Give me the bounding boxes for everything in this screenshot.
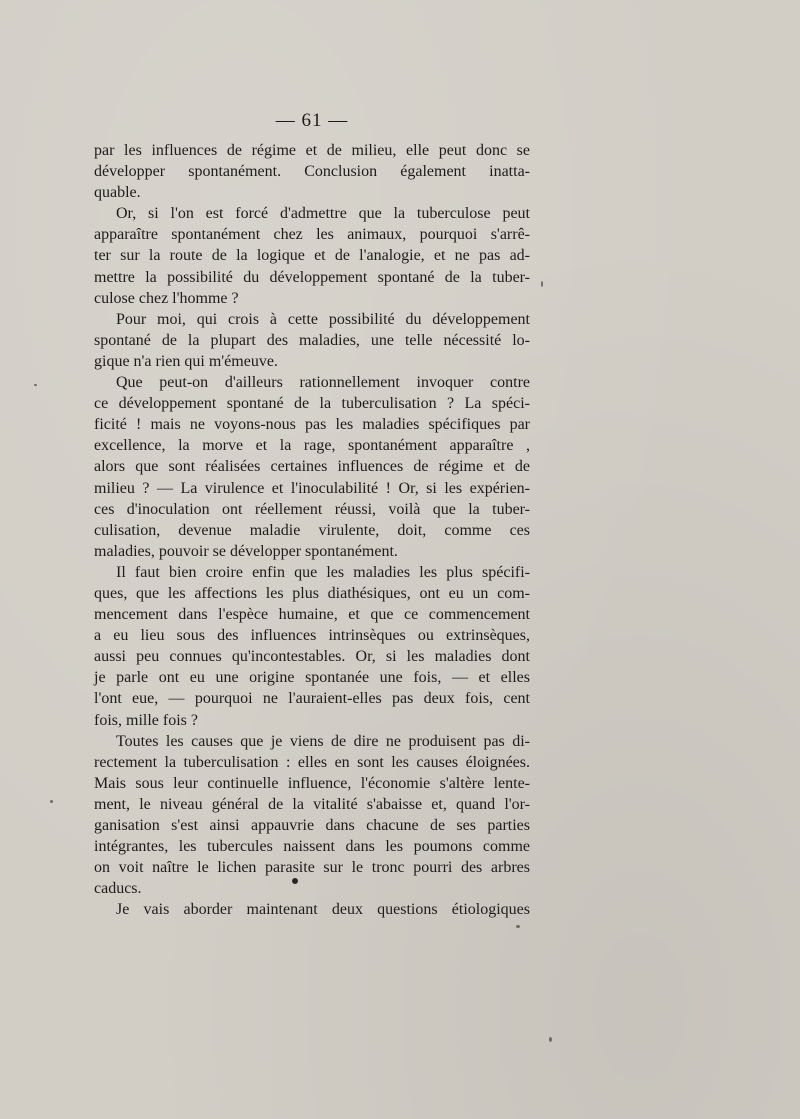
text-line: Pour moi, qui crois à cette possibilité du développement (116, 310, 530, 328)
text-line: Toutes les causes que je viens de dire ne produisent pas di- (116, 732, 530, 750)
text-line: milieu ? — La virulence et l'inoculabilité ! Or, si les expérien- (94, 479, 530, 497)
speck (34, 384, 37, 386)
text-line: Mais sous leur continuelle influence, l'économie s'altère lente- (94, 774, 530, 792)
text-line: apparaître spontanément chez les animaux, pourquoi s'arrê- (94, 226, 530, 244)
text-line: mencement dans l'espèce humaine, et que ce commencement (94, 606, 530, 624)
text-line: ment, le niveau général de la vitalité s'abaisse et, quand l'or- (94, 795, 530, 813)
ink-dot (292, 878, 298, 884)
text-line: Je vais aborder maintenant deux questions étiologiques (116, 901, 530, 919)
text-line: Il faut bien croire enfin que les maladies les plus spécifi- (116, 563, 530, 581)
text-line: aussi peu connues qu'incontestables. Or, si les maladies dont (94, 648, 530, 666)
text-line: rectement la tuberculisation : elles en sont les causes éloignées. (94, 753, 530, 771)
text-line: intégrantes, les tubercules naissent dans les poumons comme (94, 838, 530, 856)
text-line: Or, si l'on est forcé d'admettre que la tuberculose peut (116, 205, 530, 223)
text-line: ques, que les affections les plus diathésiques, ont eu un com- (94, 584, 530, 602)
text-line: ganisation s'est ainsi appauvrie dans chacune de ses parties (94, 817, 530, 834)
text-line: ce développement spontané de la tuberculisation ? La spéci- (94, 395, 530, 413)
page-number: — 61 — (275, 110, 349, 131)
text-line: on voit naître le lichen parasite sur le tronc pourri des arbres (94, 859, 530, 877)
text-line: maladies, pouvoir se développer spontanément. (94, 542, 398, 560)
text-line: fois, mille fois ? (94, 711, 198, 729)
text-line: ces d'inoculation ont réellement réussi, voilà que la tuber- (94, 500, 530, 518)
text-line: gique n'a rien qui m'émeuve. (94, 352, 278, 370)
text-line: spontané de la plupart des maladies, une telle nécessité lo- (94, 331, 530, 349)
text-line: caducs. (94, 880, 142, 898)
text-line: par les influences de régime et de milieu, elle peut donc se (94, 142, 530, 159)
text-line: ficité ! mais ne voyons-nous pas les maladies spécifiques par (94, 416, 530, 434)
text-line: ter sur la route de la logique et de l'analogie, et ne pas ad- (94, 247, 530, 265)
speck (541, 281, 543, 287)
text-line: excellence, la morve et la rage, spontanément apparaître , (94, 437, 530, 455)
speck (50, 800, 53, 803)
text-line: mettre la possibilité du développement spontané de la tuber- (94, 268, 530, 286)
speck (549, 1037, 552, 1042)
body-text (94, 140, 530, 920)
text-line: quable. (94, 184, 141, 202)
text-line: culose chez l'homme ? (94, 289, 239, 307)
text-line: a eu lieu sous des influences intrinsèques ou extrinsèques, (94, 627, 530, 645)
text-line: culisation, devenue maladie virulente, doit, comme ces (94, 521, 530, 539)
text-line: l'ont eue, — pourquoi ne l'auraient-elles pas deux fois, cent (94, 690, 530, 708)
speck (516, 925, 520, 928)
text-line: Que peut-on d'ailleurs rationnellement invoquer contre (116, 374, 530, 392)
text-line: alors que sont réalisées certaines influences de régime et de (94, 458, 530, 476)
text-line: je parle ont eu une origine spontanée une fois, — et elles (94, 669, 530, 687)
text-line: développer spontanément. Conclusion également inatta- (94, 163, 530, 181)
